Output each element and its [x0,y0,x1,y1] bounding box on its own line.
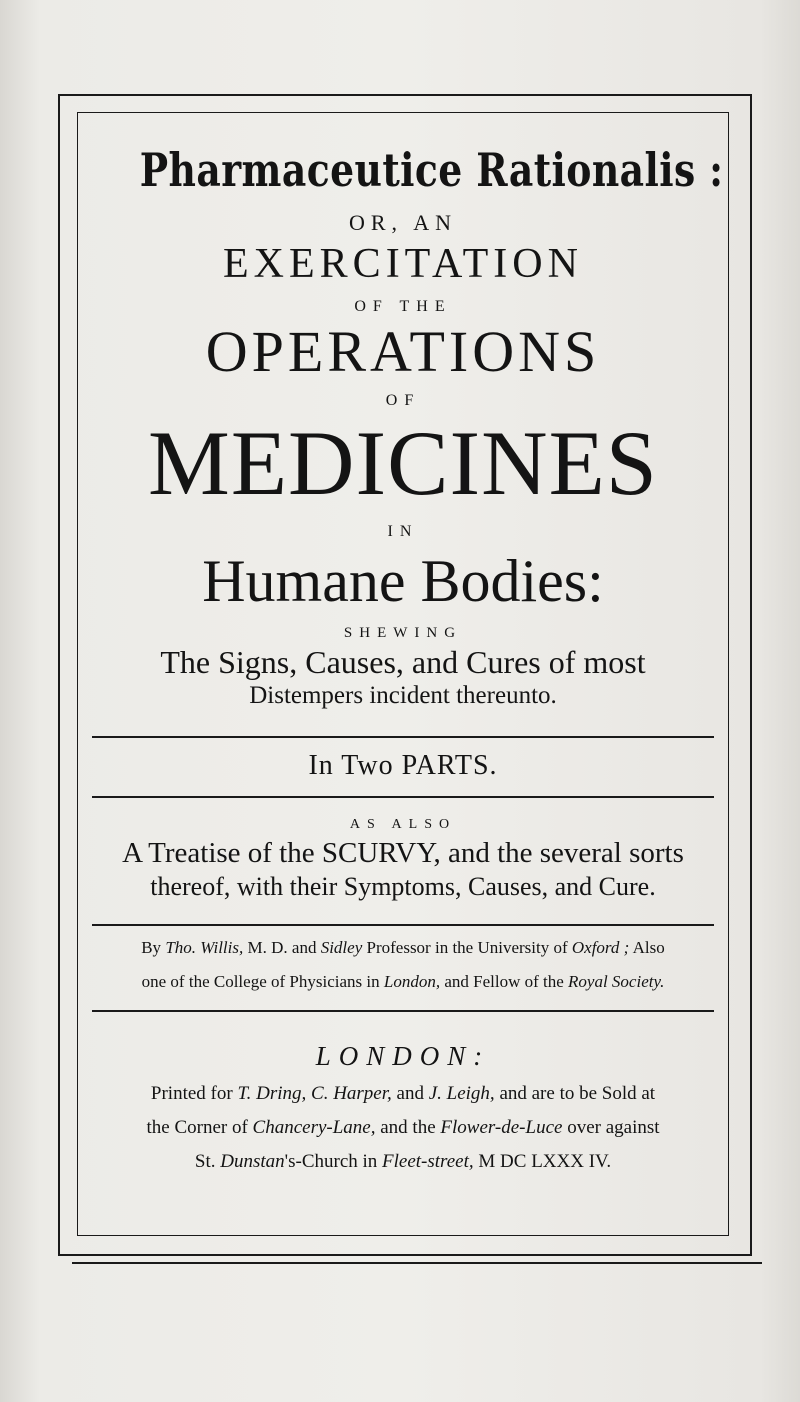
imprint-line-3 [82,1150,724,1174]
imprint-corner-of: the Corner of [146,1117,248,1138]
imprint-leigh: J. Leigh, [428,1083,495,1104]
divider-rule [92,796,714,798]
shewing-line: SHEWING [343,625,463,641]
author-also: Also [632,938,665,957]
imprint-line-2 [82,1116,724,1140]
author-fellow: and Fellow of the [444,972,564,991]
medicines-line: MEDICINES [148,412,658,514]
treatise-line-2: thereof, with their Symptoms, Causes, and Cure. [150,872,656,901]
divider-rule [92,924,714,926]
imprint-chancery-lane: Chancery-Lane, [252,1117,376,1138]
author-professor: Professor in the University of [366,938,568,957]
author-college: one of the College of Physicians in [141,972,380,991]
signs-causes-cures-line: The Signs, Causes, and Cures of most [160,644,646,680]
main-title: Pharmaceutice Rationalis : [139,143,724,197]
author-by: By [141,938,162,957]
title-page-content [82,118,724,1174]
as-also-line: AS ALSO [349,817,457,832]
author-line-1 [82,936,724,960]
imprint-dring: T. Dring, [237,1083,307,1104]
imprint-printed-for: Printed for [150,1083,233,1104]
author-sidley: Sidley [320,938,363,957]
author-credentials: M. D. and [247,938,317,957]
of-line: OF [385,392,421,409]
of-the-line: OF THE [354,298,452,315]
two-parts-line: In Two PARTS. [308,750,498,781]
imprint-harper: C. Harper, [311,1083,392,1104]
author-royal-society: Royal Society. [568,972,665,991]
imprint-dunstan: Dunstan [220,1151,285,1172]
distempers-line: Distempers incident thereunto. [249,682,557,709]
author-oxford: Oxford ; [571,938,630,957]
imprint-and: and [396,1083,424,1104]
divider-rule [92,736,714,738]
imprint-sold-at: and are to be Sold at [499,1083,656,1104]
in-line: IN [387,523,419,540]
imprint-church: 's-Church in [284,1151,378,1172]
exercitation-line: EXERCITATION [223,241,583,287]
operations-line: OPERATIONS [205,319,601,384]
imprint-over-against: over against [567,1117,660,1138]
or-an-line: OR, AN [348,210,458,235]
humane-bodies-line: Humane Bodies: [202,548,604,614]
imprint-and-the: and the [380,1117,436,1138]
author-name: Tho. Willis, [165,938,244,957]
imprint-year: M DC LXXX IV. [478,1151,612,1172]
author-london: London, [383,972,441,991]
imprint-st: St. [194,1151,216,1172]
imprint-fleet-street: Fleet-street, [382,1151,474,1172]
imprint-line-1 [82,1082,724,1106]
treatise-line-1: A Treatise of the SCURVY, and the several sorts [122,837,684,869]
imprint-city: LONDON: [315,1041,491,1071]
author-line-2 [82,970,724,994]
bottom-border-rule [72,1262,762,1264]
imprint-flower-de-luce: Flower-de-Luce [440,1117,563,1138]
divider-rule [92,1010,714,1012]
